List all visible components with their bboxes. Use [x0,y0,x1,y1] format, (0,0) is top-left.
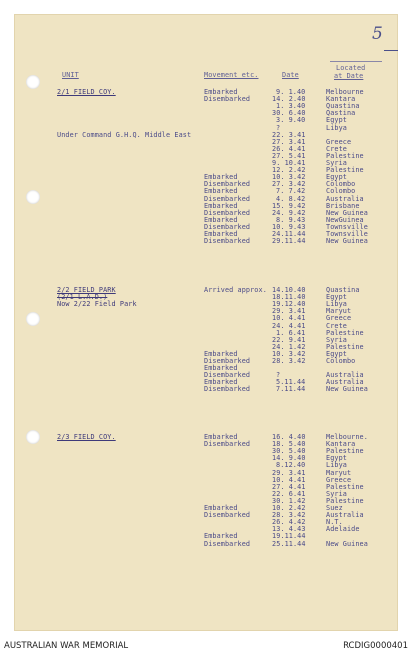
header-rule [330,61,382,62]
movement-cell: Disembarked [204,95,251,104]
movement-cell: Embarked [204,201,238,210]
location-cell: Australia [326,371,364,380]
date-cell: ? [276,123,281,132]
date-cell: 27. 4.41 [272,482,306,491]
date-cell: 26. 4.41 [272,144,306,153]
movement-cell: Disembarked [204,385,251,394]
unit-name: 2/3 FIELD COY. [57,433,116,441]
location-cell: Egypt [326,349,347,358]
date-cell: 10. 9.43 [272,222,306,231]
location-cell: Quastina [326,286,360,294]
location-cell: Palestine [326,496,364,505]
location-cell: Syria [326,159,347,167]
unit-name: Now 2/22 Field Park [57,300,137,309]
date-cell: 22. 3.41 [272,130,306,139]
location-cell: Egypt [326,116,347,125]
movement-cell: Disembarked [204,511,251,520]
location-cell: Egypt [326,173,347,182]
location-cell: Libya [326,300,347,309]
date-cell: 18.11.40 [272,293,306,302]
date-cell: 30. 1.42 [272,496,306,505]
page-number: 5 [372,24,383,44]
page-number-mark [384,50,398,51]
date-cell: 19.11.44 [272,532,306,541]
date-cell: 27. 3.42 [272,180,306,189]
movement-cell: Embarked [204,433,238,441]
location-cell: Palestine [326,342,364,351]
date-cell: 4. 8.42 [276,194,306,203]
movement-cell: Disembarked [204,357,251,365]
location-cell: Palestine [326,482,364,491]
location-cell: Crete [326,144,347,153]
movement-cell: Disembarked [204,222,251,231]
date-cell: 24.11.44 [272,230,306,238]
date-cell: 24. 4.41 [272,321,306,330]
location-cell: Palestine [326,151,364,160]
date-cell: 8.12.40 [276,461,306,470]
location-cell: Palestine [326,166,364,175]
location-cell: Maryut [326,468,352,477]
movement-cell: Embarked [204,504,238,512]
location-cell: Palestine [326,447,364,456]
date-cell: 9. 10.41 [272,159,306,167]
date-cell: 29. 3.41 [272,307,306,316]
document-sheet [14,14,398,631]
movement-cell: Disembarked [204,371,251,380]
date-cell: 1. 3.40 [276,102,306,111]
date-cell: 7.11.44 [276,385,306,394]
movement-cell: Embarked [204,187,238,196]
location-cell: Greece [326,314,352,323]
date-cell: 18. 5.40 [272,440,306,449]
movement-cell: Embarked [204,364,238,373]
date-cell: 10. 2.42 [272,504,306,512]
footer-bar [0,636,414,654]
footer-reference: RCDIG0000401 [343,641,408,651]
date-cell: 7. 7.42 [276,187,306,196]
command-note: Under Command G.H.Q. Middle East [57,130,192,139]
date-cell: 9. 1.40 [276,88,306,96]
date-cell: 27. 5.41 [272,151,306,160]
date-cell: 5.11.44 [276,378,306,387]
header-unit: UNIT [62,71,79,79]
header-at-date: at Date [334,72,364,80]
location-cell: Kantara [326,95,356,104]
location-cell: Maryut [326,307,352,316]
punch-hole [26,430,40,444]
location-cell: Palestine [326,328,364,337]
location-cell: Libya [326,461,347,470]
location-cell: New Guinea [326,539,368,548]
date-cell: 22. 6.41 [272,489,306,498]
date-cell: 8. 9.43 [276,215,306,224]
movement-cell: Embarked [204,88,238,96]
movement-cell: Disembarked [204,440,251,449]
date-cell: 16. 4.40 [272,433,306,441]
punch-hole [26,312,40,326]
location-cell: New Guinea [326,237,368,246]
location-cell: N.T. [326,518,343,527]
date-cell: 27. 3.41 [272,137,306,146]
location-cell: Libya [326,123,347,132]
movement-cell: Embarked [204,349,238,358]
movement-cell: Disembarked [204,539,251,548]
location-cell: Crete [326,321,347,330]
date-cell: ? [276,371,281,380]
location-cell: Colombo [326,187,356,196]
date-cell: 30. 5.40 [272,447,306,456]
location-cell: New Guinea [326,208,368,217]
date-cell: 29.11.44 [272,237,306,246]
date-cell: 10. 3.42 [272,349,306,358]
location-cell: Townsville [326,230,368,238]
punch-hole [26,190,40,204]
location-cell: Greece [326,137,352,146]
location-cell: Melbourne. [326,433,368,441]
movement-cell: Embarked [204,230,238,238]
movement-cell: Embarked [204,378,238,387]
location-cell: Colombo [326,357,356,365]
movement-cell: Embarked [204,532,238,541]
date-cell: 28. 3.42 [272,357,306,365]
date-cell: 13. 4.43 [272,525,306,534]
location-cell: Adelaide [326,525,360,534]
date-cell: 22. 9.41 [272,335,306,344]
movement-cell: Arrived approx. [204,286,267,294]
location-cell: Colombo [326,180,356,189]
date-cell: 28. 3.42 [272,511,306,520]
punch-hole [26,75,40,89]
location-cell: Melbourne [326,88,364,96]
location-cell: Syria [326,489,347,498]
movement-cell: Disembarked [204,180,251,189]
date-cell: 10. 4.41 [272,314,306,323]
movement-cell: Disembarked [204,194,251,203]
date-cell: 25.11.44 [272,539,306,548]
date-cell: 10. 3.42 [272,173,306,182]
movement-cell: Disembarked [204,208,251,217]
unit-name: 2/1 FIELD COY. [57,88,116,96]
location-cell: Kantara [326,440,356,449]
date-cell: 19.12.40 [272,300,306,309]
location-cell: NewGuinea [326,215,364,224]
location-cell: Syria [326,335,347,344]
footer-credit: AUSTRALIAN WAR MEMORIAL [4,641,129,651]
movement-cell: Embarked [204,215,238,224]
header-located: Located [336,64,366,72]
location-cell: Suez [326,504,343,512]
date-cell: 14. 9.40 [272,454,306,463]
location-cell: New Guinea [326,385,368,394]
header-movement: Movement etc. [204,71,259,79]
date-cell: 15. 9.42 [272,201,306,210]
location-cell: Egypt [326,454,347,463]
location-cell: Townsville [326,222,368,231]
location-cell: Egypt [326,293,347,302]
location-cell: Australia [326,378,364,387]
date-cell: 29. 3.41 [272,468,306,477]
location-cell: Greece [326,475,352,484]
date-cell: 14. 2.40 [272,95,306,104]
unit-name: 2/2 FIELD PARK [57,286,116,294]
location-cell: Australia [326,511,364,520]
date-cell: 10. 4.41 [272,475,306,484]
date-cell: 30. 6.40 [272,109,306,118]
movement-cell: Embarked [204,173,238,182]
header-date: Date [282,71,299,79]
location-cell: Brisbane [326,201,360,210]
location-cell: Quastina [326,102,360,111]
movement-cell: Disembarked [204,237,251,246]
location-cell: Australia [326,194,364,203]
date-cell: 24. 1.42 [272,342,306,351]
date-cell: 1. 6.41 [276,328,306,337]
date-cell: 24. 9.42 [272,208,306,217]
unit-name: (2/1 L.A.D.) [57,293,108,302]
date-cell: 12. 2.42 [272,166,306,175]
location-cell: Qastina [326,109,356,118]
date-cell: 26. 4.42 [272,518,306,527]
date-cell: 3. 9.40 [276,116,306,125]
date-cell: 14.10.40 [272,286,306,294]
